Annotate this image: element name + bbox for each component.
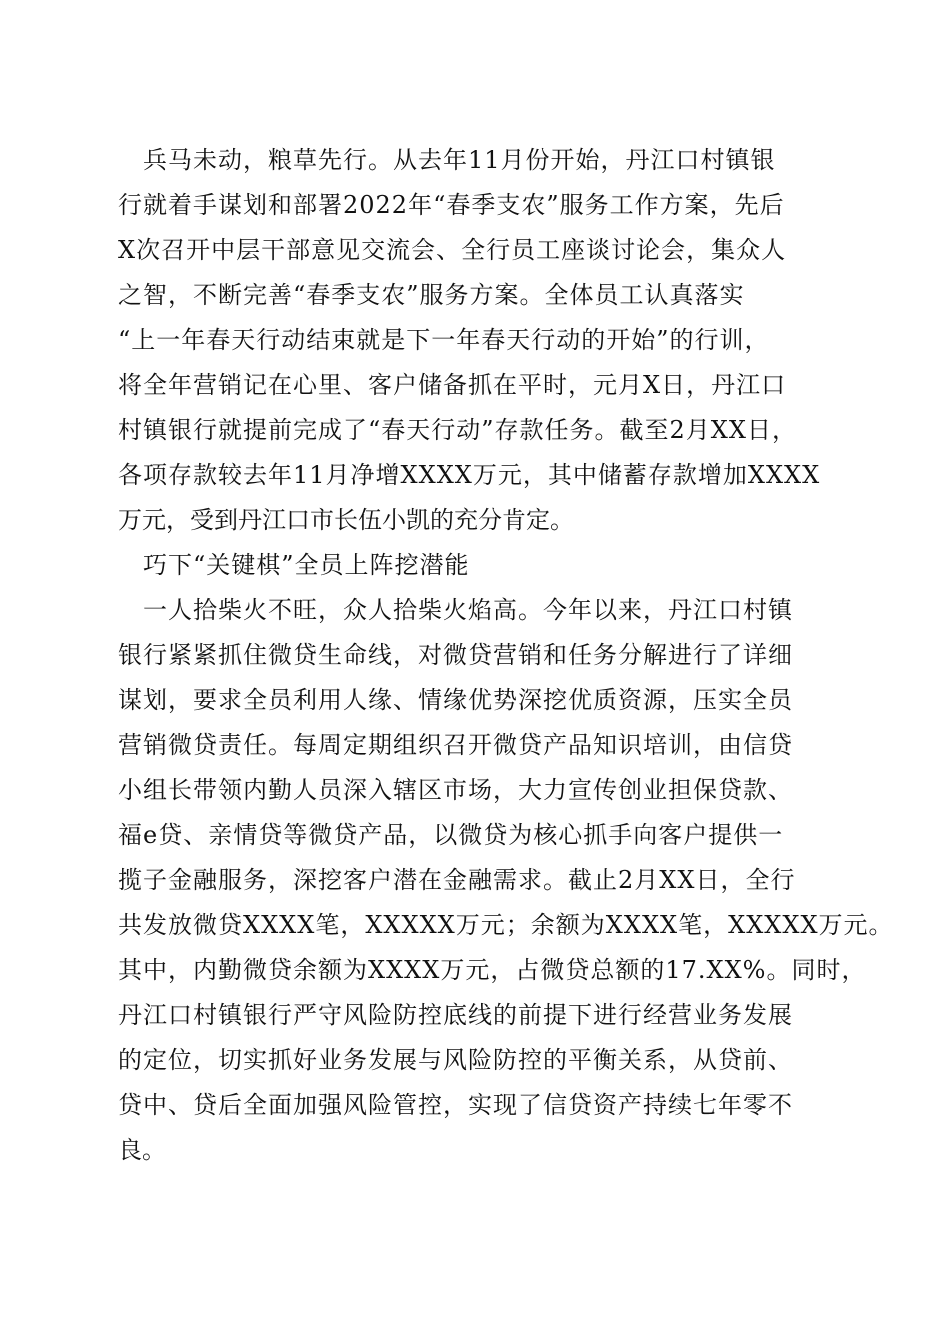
text-line: 的定位，切实抓好业务发展与风险防控的平衡关系，从贷前、	[118, 1046, 793, 1074]
text-line: X次召开中层干部意见交流会、全行员工座谈讨论会，集众人	[118, 236, 787, 264]
text-line: 行就着手谋划和部署2022年“春季支农”服务工作方案，先后	[118, 191, 785, 219]
text-line: 揽子金融服务，深挖客户潜在金融需求。截止2月XX日，全行	[118, 866, 796, 894]
text-line: 贷中、贷后全面加强风险管控，实现了信贷资产持续七年零不	[118, 1091, 793, 1119]
text-line: 小组长带领内勤人员深入辖区市场，大力宣传创业担保贷款、	[118, 776, 793, 804]
text-line: 营销微贷责任。每周定期组织召开微贷产品知识培训，由信贷	[118, 731, 793, 759]
paragraph-grain-first	[118, 138, 833, 543]
section-heading: 巧下“关键棋”全员上阵挖潜能	[118, 551, 470, 579]
text-line: 银行紧紧抓住微贷生命线，对微贷营销和任务分解进行了详细	[118, 641, 793, 669]
document-body	[118, 138, 894, 1173]
text-line: 之智，不断完善“春季支农”服务方案。全体员工认真落实	[118, 281, 745, 309]
text-line: 其中，内勤微贷余额为XXXX万元，占微贷总额的17.XX%。同时，	[118, 956, 867, 984]
text-line: 谋划，要求全员利用人缘、情缘优势深挖优质资源，压实全员	[118, 686, 793, 714]
text-line: 将全年营销记在心里、客户储备抓在平时，元月X日，丹江口	[118, 371, 787, 399]
text-line: 良。	[118, 1136, 166, 1164]
text-line: 兵马未动，粮草先行。从去年11月份开始，丹江口村镇银	[118, 146, 776, 174]
text-line: 福e贷、亲情贷等微贷产品，以微贷为核心抓手向客户提供一	[118, 821, 784, 849]
text-line: “上一年春天行动结束就是下一年春天行动的开始”的行训，	[118, 326, 770, 354]
paragraph-microloan	[118, 588, 894, 1173]
text-line: 共发放微贷XXXX笔，XXXXX万元；余额为XXXX笔，XXXXX万元。	[118, 911, 894, 939]
text-line: 一人拾柴火不旺，众人拾柴火焰高。今年以来，丹江口村镇	[118, 596, 793, 624]
text-line: 各项存款较去年11月净增XXXX万元，其中储蓄存款增加XXXX	[118, 461, 821, 489]
text-line: 万元，受到丹江口市长伍小凯的充分肯定。	[118, 506, 574, 534]
text-line: 丹江口村镇银行严守风险防控底线的前提下进行经营业务发展	[118, 1001, 793, 1029]
text-line: 村镇银行就提前完成了“春天行动”存款任务。截至2月XX日，	[118, 416, 797, 444]
